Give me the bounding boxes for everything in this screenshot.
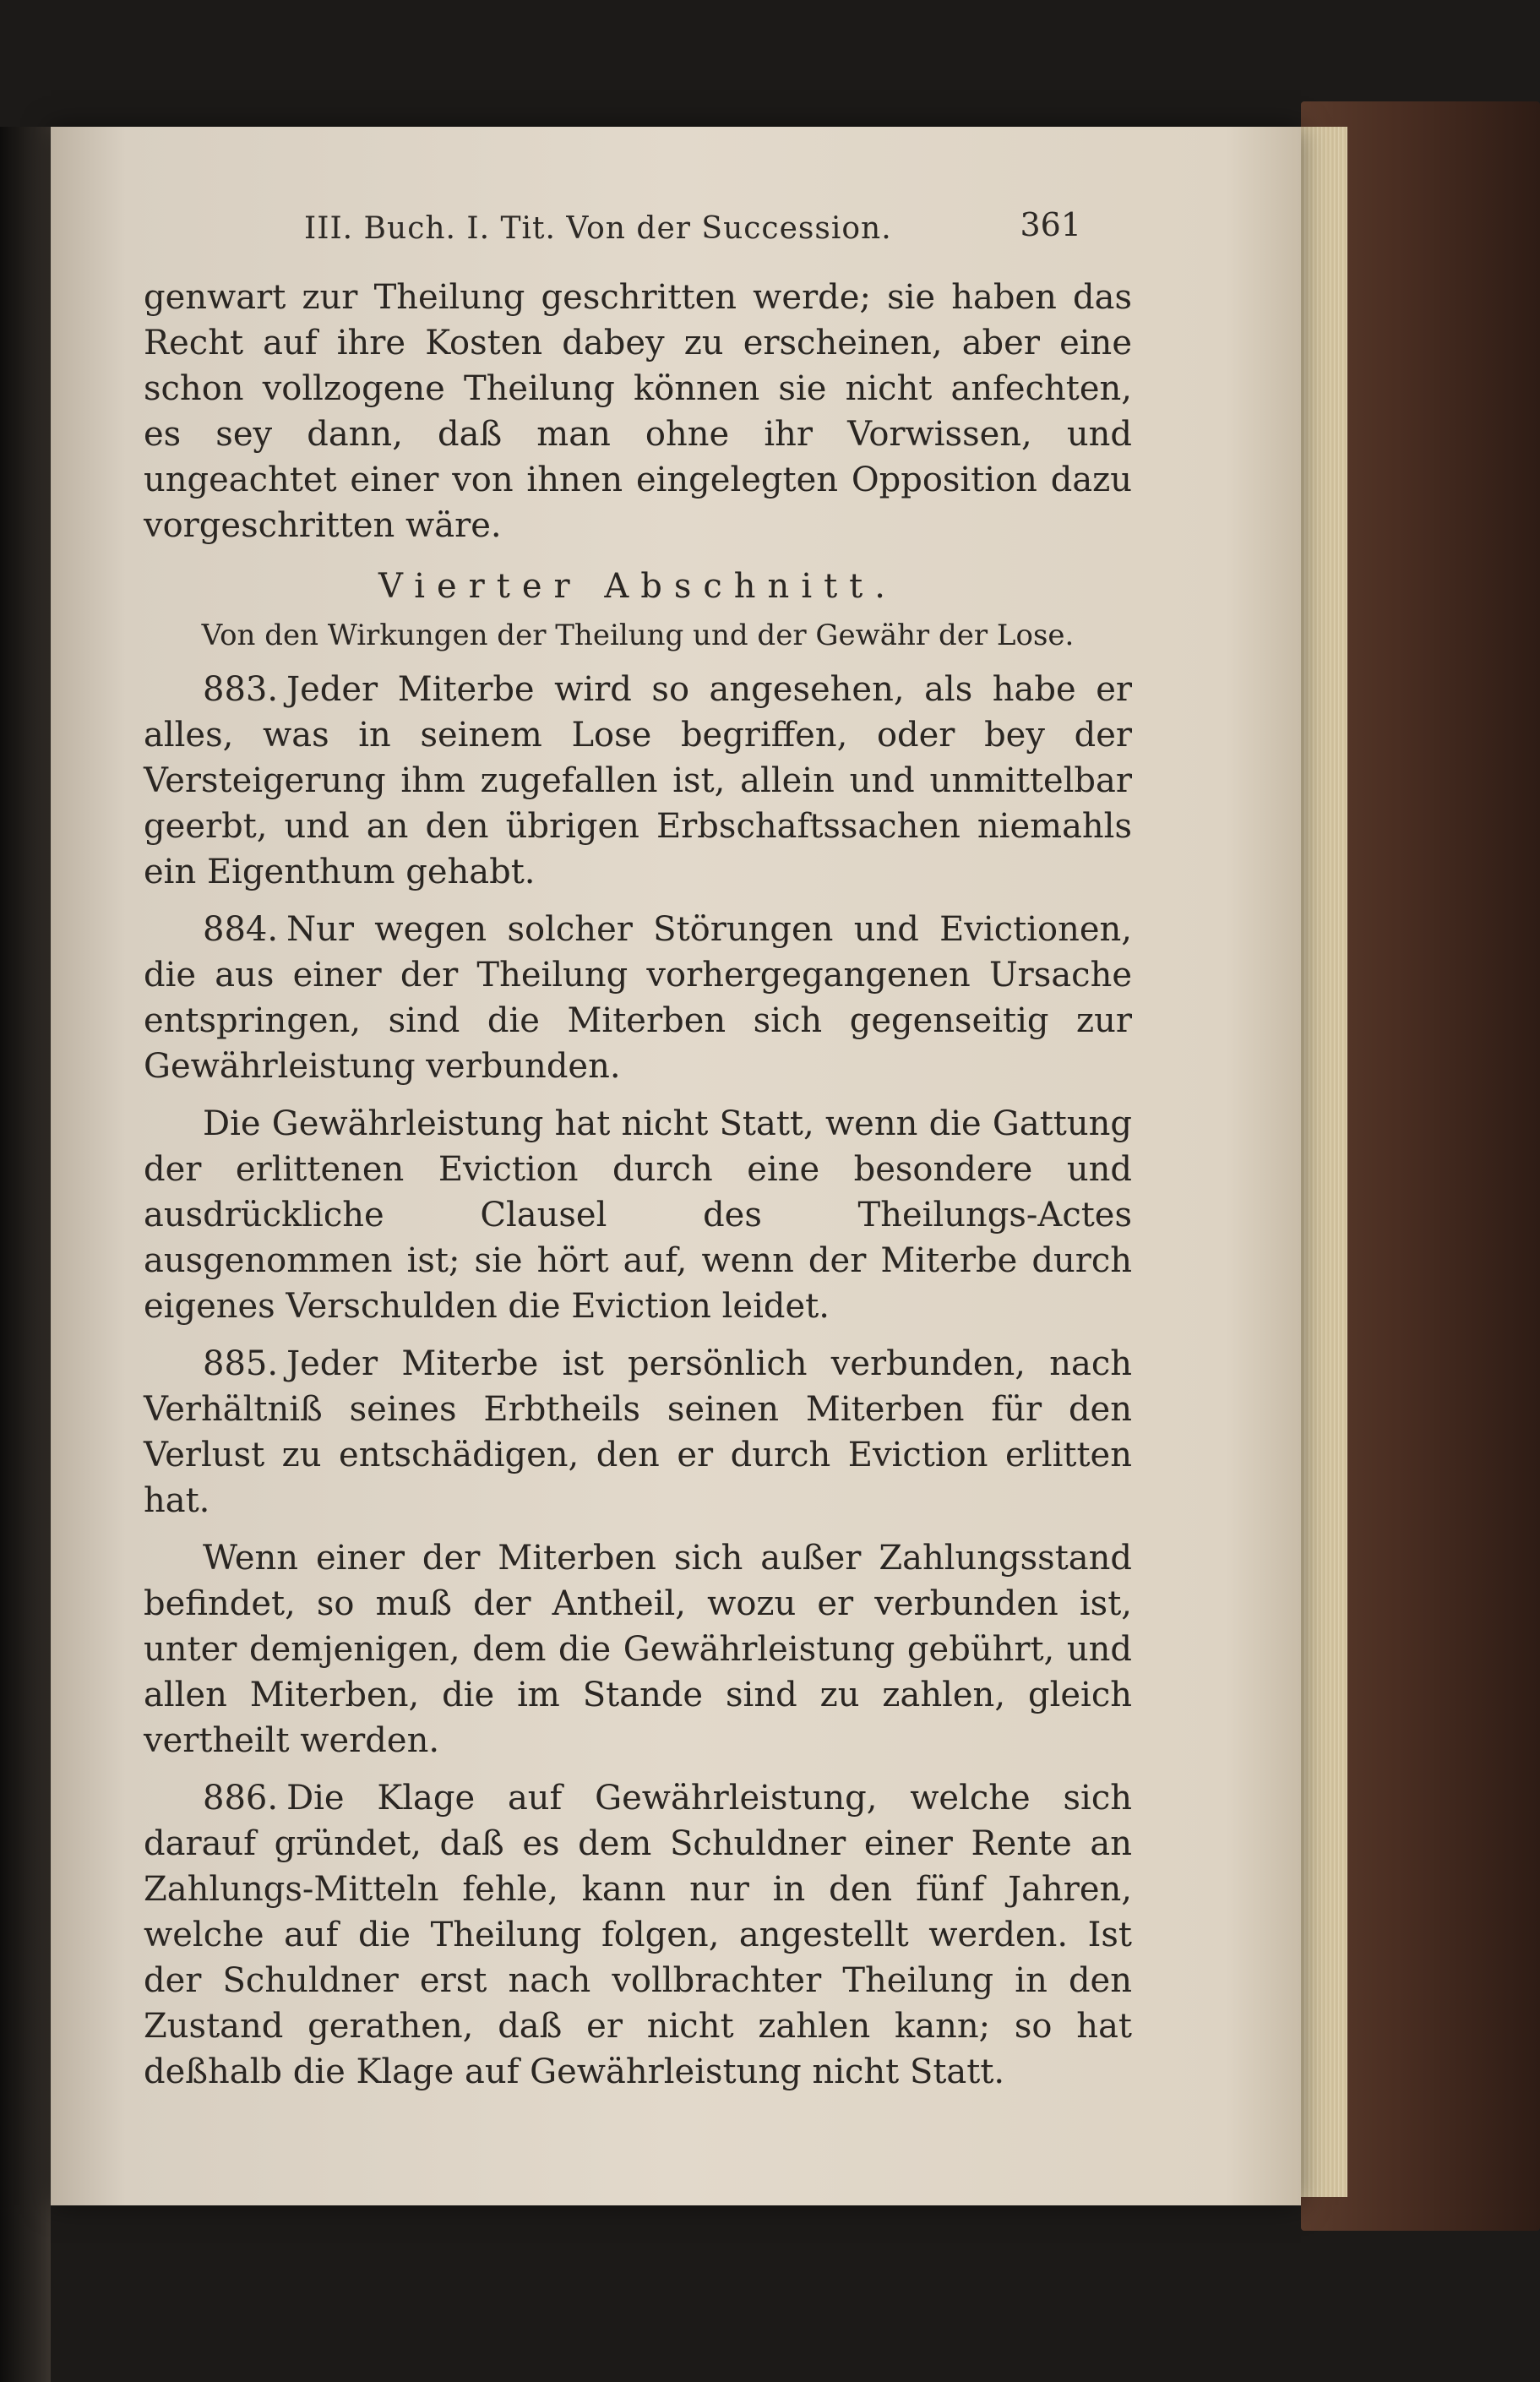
paragraph-885 (144, 1341, 1132, 1523)
running-head (304, 206, 1149, 253)
page-content (144, 275, 1132, 2107)
left-page-edge (0, 127, 51, 2382)
paragraph-883 (144, 667, 1132, 895)
running-title: III. Buch. I. Tit. Von der Succession. (304, 211, 892, 246)
paragraph-number: 885. (203, 1344, 279, 1383)
paragraph-885-cont (144, 1535, 1132, 1763)
page-number: 361 (1020, 206, 1081, 243)
paragraph-number: 884. (203, 910, 279, 949)
paragraph-number: 886. (203, 1779, 279, 1818)
paragraph-text: Wenn einer der Miterben sich außer Zahlungsstand befindet, so muß der Antheil, wozu er verbunden ist, unter demjenigen, dem die Gewährleistung gebührt, und allen Miterben, die im Stande sind zu zahlen, gleich vertheilt werden. (144, 1539, 1132, 1760)
paragraph-886 (144, 1775, 1132, 2095)
paragraph-884-cont (144, 1101, 1132, 1329)
section-heading: Vierter Abschnitt. (378, 567, 897, 606)
page-stack-edge (1297, 127, 1347, 2197)
paragraph-number: 883. (203, 670, 279, 709)
paragraph-text: Die Gewährleistung hat nicht Statt, wenn die Gattung der erlittenen Eviction durch eine besondere und ausdrückliche Clausel des Theilungs-Actes ausgenommen ist; sie hört auf, wenn der Miterbe durch eigenes Verschulden die Eviction leidet. (144, 1104, 1132, 1326)
paragraph-text: Jeder Miterbe ist persönlich verbunden, nach Verhältniß seines Erbtheils seinen Miterben für den Verlust zu entschädigen, den er durch Eviction erlitten hat. (144, 1344, 1132, 1520)
paragraph-text: Jeder Miterbe wird so angesehen, als habe er alles, was in seinem Lose begriffen, oder bey der Versteigerung ihm zugefallen ist, allein und unmittelbar geerbt, und an den übrigen Erbschaftssachen niemahls ein Eigenthum gehabt. (144, 670, 1132, 891)
section-subtitle: Von den Wirkungen der Theilung und der Gewähr der Lose. (201, 619, 1075, 652)
paragraph-884 (144, 907, 1132, 1089)
paragraph-text: Nur wegen solcher Störungen und Evictionen, die aus einer der Theilung vorhergegangenen Ursache entspringen, sind die Miterben sich gegenseitig zur Gewährleistung verbunden. (144, 910, 1132, 1086)
paragraph-text: Die Klage auf Gewährleistung, welche sich darauf gründet, daß es dem Schuldner einer Rente an Zahlungs-Mitteln fehle, kann nur in den fünf Jahren, welche auf die Theilung folgen, angestellt werden. Ist der Schuldner erst nach vollbrachter Theilung in den Zustand gerathen, daß er nicht zahlen kann; so hat deßhalb die Klage auf Gewährleistung nicht Statt. (144, 1779, 1132, 2091)
intro-paragraph: genwart zur Theilung geschritten werde; sie haben das Recht auf ihre Kosten dabey zu erscheinen, aber eine schon vollzogene Theilung können sie nicht anfechten, es sey dann, daß man ohne ihr Vorwissen, und ungeachtet einer von ihnen eingelegten Opposition dazu vorgeschritten wäre. (144, 278, 1132, 545)
